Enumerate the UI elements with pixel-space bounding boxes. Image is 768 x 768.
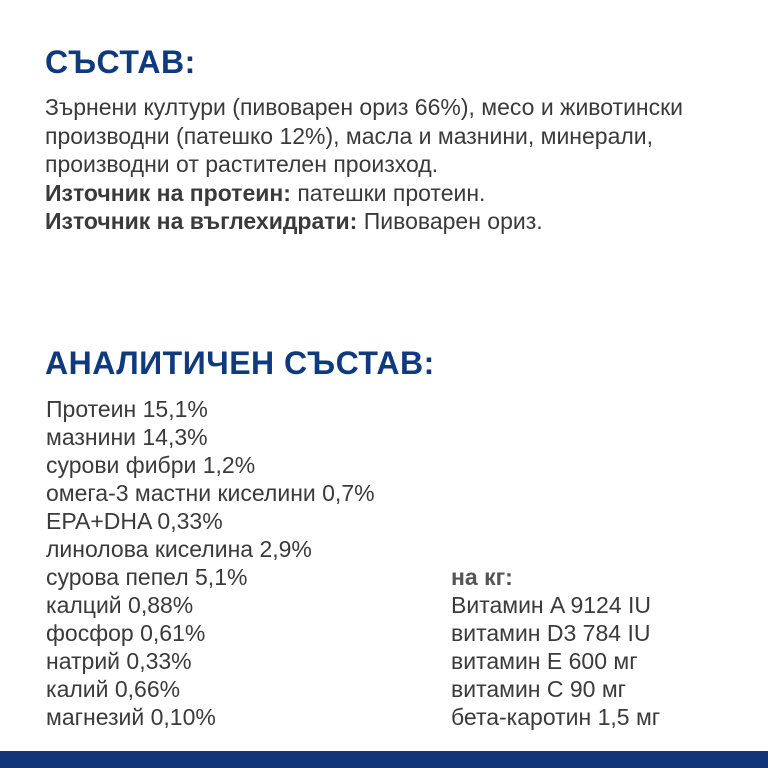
analytical-item: магнезий 0,10% — [46, 704, 216, 730]
per-kg-item: витамин D3 784 IU — [451, 620, 651, 646]
analytical-item: Протеин 15,1% — [46, 396, 208, 422]
analytical-item: мазнини 14,3% — [46, 424, 208, 450]
bottom-bar — [0, 751, 768, 768]
analytical-item: сурови фибри 1,2% — [46, 452, 256, 478]
per-kg-item: Витамин A 9124 IU — [451, 592, 652, 618]
composition-block — [45, 93, 735, 236]
analytical-title: АНАЛИТИЧЕН СЪСТАВ: — [45, 345, 435, 381]
analytical-item: натрий 0,33% — [46, 648, 192, 674]
analytical-item: калций 0,88% — [46, 592, 194, 618]
analytical-list — [46, 395, 375, 731]
per-kg-block — [451, 563, 660, 731]
composition-title: СЪСТАВ: — [45, 44, 196, 80]
composition-text: Зърнени култури (пивоварен ориз 66%), месо и животински производни (патешко 12%), масла и мазнини, минерали, производни от растителен произход. — [45, 94, 684, 177]
carb-source-value: Пивоварен ориз. — [357, 208, 543, 234]
protein-source — [45, 179, 735, 208]
protein-source-label: Източник на протеин: — [45, 179, 291, 206]
analytical-item: калий 0,66% — [46, 676, 181, 702]
analytical-item: линолова киселина 2,9% — [46, 536, 312, 562]
protein-source-value: патешки протеин. — [290, 179, 486, 206]
per-kg-title: на кг: — [451, 564, 513, 590]
analytical-item: фосфор 0,61% — [46, 620, 206, 646]
analytical-item: EPA+DHA 0,33% — [46, 508, 223, 534]
carb-source-label: Източник на въглехидрати: — [45, 208, 358, 234]
analytical-item: сурова пепел 5,1% — [46, 564, 248, 590]
per-kg-item: витамин C 90 мг — [451, 676, 627, 702]
per-kg-item: витамин E 600 мг — [451, 648, 638, 674]
per-kg-list — [451, 591, 660, 731]
analytical-item: омега-3 мастни киселини 0,7% — [46, 480, 375, 506]
carb-source — [45, 207, 735, 236]
per-kg-item: бета-каротин 1,5 мг — [451, 704, 661, 730]
